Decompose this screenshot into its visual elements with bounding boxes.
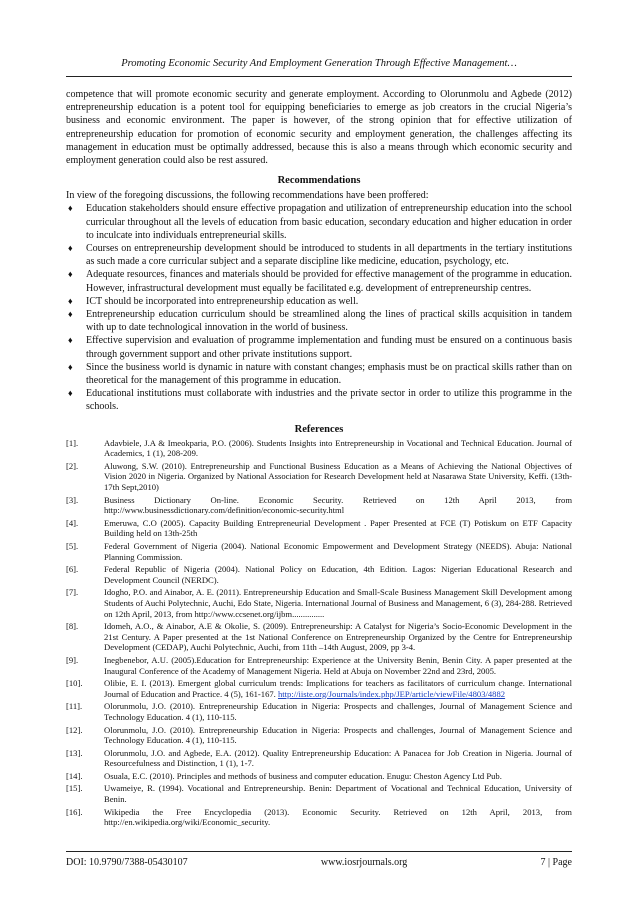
recommendation-item [66, 295, 572, 308]
reference-number: [15]. [66, 783, 83, 794]
reference-entry [66, 461, 572, 493]
reference-text: Wikipedia the Free Encyclopedia (2013). Economic Security. Retrieved on 12th April, 2013, from http://en.wikipedia.org/wiki/Economic_security. [104, 806, 572, 828]
recommendation-item [66, 242, 572, 268]
reference-text: Idogho, P.O. and Ainabor, A. E. (2011). Entrepreneurship Education and Small-Scale Business Management Skill Development among Students of Auchi Polytechnic, Auchi, Edo State, Nigeria. International Journal of Business and Management, 6 (3), 284-288. Retrieved on 12th April, 2013, from http://www.ccsenet.org/ijbm............... [104, 587, 572, 619]
reference-number: [3]. [66, 494, 79, 505]
reference-number: [7]. [66, 587, 79, 598]
reference-text: Federal Republic of Nigeria (2004). National Policy on Education, 4th Edition. Lagos: Nigerian Educational Research and Development Council (NERDC). [104, 564, 572, 585]
reference-entry [66, 621, 572, 653]
header-rule [66, 76, 572, 77]
reference-entry [66, 701, 572, 722]
reference-number: [13]. [66, 747, 83, 758]
recommendation-text: Effective supervision and evaluation of programme implementation and funding must be ensured on a continuous basis through government support and other private institutions support. [86, 335, 572, 360]
recommendation-text: Adequate resources, finances and materials should be provided for effective management of the programme in education. However, infrastructural development must equally be facilitated e.g. development of entrepreneurship centres. [86, 269, 572, 294]
reference-number: [8]. [66, 621, 79, 632]
recommendations-lead: In view of the foregoing discussions, the following recommendations have been proffered: [66, 190, 429, 202]
reference-text: Uwameiye, R. (1994). Vocational and Entrepreneurship. Benin: Department of Vocational and Technical Education, University of Benin. [104, 783, 572, 805]
reference-number: [6]. [66, 564, 79, 575]
running-header: Promoting Economic Security And Employment Generation Through Effective Management… [121, 58, 517, 69]
reference-entry [66, 725, 572, 746]
reference-text: Olorunmolu, J.O. (2010). Entrepreneurship Education in Nigeria: Prospects and challenges, Journal of Management Science and Technology Education. 4 (1), 110-115. [104, 724, 572, 746]
reference-text: Olorunmolu, J.O. (2010). Entrepreneurship Education in Nigeria: Prospects and challenges, Journal of Management Science and Technology Education. 4 (1), 110-115. [104, 701, 572, 722]
footer-page-number: 7 | Page [540, 857, 572, 868]
reference-number: [12]. [66, 724, 83, 735]
recommendation-text: Since the business world is dynamic in nature with constant changes; emphasis must be on practical skills rather than on theoretical for the management of this programme in education. [86, 361, 572, 387]
reference-text: Olorunmolu, J.O. and Agbede, E.A. (2012). Quality Entrepreneurship Education: A Panacea for Job Creation in Nigeria. Journal of Resourcefulness and Distinction, 1 (1), 1-7. [104, 747, 572, 769]
reference-text: Olibie, E. I. (2013). Emergent global curriculum trends: Implications for teachers as facilitators of curriculum change. International Journal of Education and Practice. 4 (5), 161-167. [104, 678, 572, 699]
reference-entry [66, 655, 572, 676]
intro-paragraph: competence that will promote economic security and generate employment. According to Olorunmolu and Agbede (2012) entrepreneurship education is a potent tool for equipping beneficiaries to emerge as job creators in the crucial Nigeria’s business and economic environment. The paper is however, of the strong opinion that for effective utilization of entrepreneurship education for promotion of economic security and employment generation, the challenges affecting its management in education must be optimally addressed, because this is also a means through which economic security and employment generation could also be rest assured. [66, 89, 572, 167]
footer-rule [66, 851, 572, 852]
recommendation-item [66, 334, 572, 360]
references-heading: References [294, 423, 344, 435]
recommendation-text: Educational institutions must collaborate with industries and the private sector in order to utilize this programme in the schools. [86, 388, 572, 413]
footer-doi: DOI: 10.9790/7388-05430107 [66, 857, 188, 868]
reference-number: [10]. [66, 678, 83, 689]
reference-text: Business Dictionary On-line. Economic Security. Retrieved on 12th April 2013, from http://www.businessdictionary.com/definition/economic-security.html [104, 494, 572, 516]
recommendation-item [66, 361, 572, 387]
recommendation-item [66, 268, 572, 294]
reference-entry [66, 495, 572, 516]
reference-entry [66, 807, 572, 828]
recommendation-text: ICT should be incorporated into entrepreneurship education as well. [86, 295, 359, 307]
recommendation-item [66, 202, 572, 242]
reference-number: [11]. [66, 701, 83, 712]
reference-number: [1]. [66, 437, 79, 448]
reference-entry [66, 748, 572, 769]
reference-link[interactable]: http://iiste.org/Journals/index.php/JEP/article/viewFile/4803/4882 [277, 688, 506, 699]
reference-text: Osuala, E.C. (2010). Principles and methods of business and computer education. Enugu: Cheston Agency Ltd Pub. [104, 770, 502, 781]
reference-number: [5]. [66, 541, 79, 552]
reference-text: Adavbiele, J.A & Imeokparia, P.O. (2006). Students Insights into Entrepreneurship in Vocational and Technical Education. Journal of Academics, 1 (1), 208-209. [104, 437, 572, 459]
diamond-bullet-icon: ♦ [68, 388, 73, 399]
reference-text: Idomeh, A.O., & Ainabor, A.E & Okolie, S. (2009). Entrepreneurship: A Catalyst for Nigeria’s Socio-Economic Development in the 21st Century. A Paper presented at the 1st National Conference on Entrepreneurship Organized by the Centre for Entrepreneurship Development (CEDAP), Auchi Polytechnic, Auchi, from 11th –14th August, 2009, pp 3-4. [104, 621, 572, 653]
recommendations-heading: Recommendations [277, 175, 361, 187]
recommendation-text: Entrepreneurship education curriculum should be streamlined along the lines of practical skills acquisition in tandem with up to date technological innovation in the world of business. [86, 309, 572, 334]
reference-number: [16]. [66, 806, 83, 817]
diamond-bullet-icon: ♦ [68, 309, 73, 320]
recommendations-list [66, 202, 572, 413]
reference-number: [4]. [66, 517, 79, 528]
recommendation-text: Courses on entrepreneurship development should be introduced to students in all departments in the tertiary institutions as such made a core curricular subject and a separate discipline like medicine, education, psychology, etc. [86, 243, 572, 268]
references-list [66, 438, 572, 828]
reference-text: Emeruwa, C.O (2005). Capacity Building Entrepreneurial Development . Paper Presented at FCE (T) Potiskum on ETF Capacity Building held on 13th-25th [104, 517, 572, 539]
reference-entry [66, 678, 572, 699]
diamond-bullet-icon: ♦ [68, 335, 73, 346]
footer-site: www.iosrjournals.org [320, 857, 408, 868]
recommendation-text: Education stakeholders should ensure effective propagation and utilization of entrepreneurship education into the school curricular throughout all the levels of education from basic education, secondary education and higher education in order to inculcate into individuals entrepreneurial skills. [86, 203, 572, 241]
reference-number: [14]. [66, 770, 83, 781]
reference-text: Federal Government of Nigeria (2004). National Economic Empowerment and Development Strategy (NEEDS). Abuja: National Planning Commission. [104, 541, 572, 562]
page-footer [66, 857, 572, 868]
diamond-bullet-icon: ♦ [68, 203, 73, 214]
recommendation-item [66, 308, 572, 334]
reference-entry [66, 518, 572, 539]
diamond-bullet-icon: ♦ [68, 243, 73, 254]
reference-entry [66, 771, 572, 782]
reference-text: Inegbenebor, A.U. (2005).Education for Entrepreneurship: Experience at the University Benin, Benin City. A paper presented at the Inaugural Conference of the Academy of Management Nigeria. Held at Abuja on November 22nd and 23rd, 2005. [104, 654, 572, 676]
diamond-bullet-icon: ♦ [68, 295, 73, 306]
reference-entry [66, 564, 572, 585]
diamond-bullet-icon: ♦ [68, 269, 73, 280]
reference-number: [2]. [66, 460, 79, 471]
reference-entry [66, 541, 572, 562]
reference-number: [9]. [66, 654, 79, 665]
diamond-bullet-icon: ♦ [68, 361, 73, 372]
reference-entry [66, 783, 572, 804]
recommendation-item [66, 387, 572, 413]
reference-entry [66, 587, 572, 619]
reference-entry [66, 438, 572, 459]
reference-text: Aluwong, S.W. (2010). Entrepreneurship and Functional Business Education as a Means of Achieving the National Objectives of Vision 2020 in Nigeria. Organized by National Association for Research Development held at Nasarawa State University, Keffi. (13th-17th Sept,2010) [104, 460, 572, 493]
page-body [66, 88, 572, 830]
